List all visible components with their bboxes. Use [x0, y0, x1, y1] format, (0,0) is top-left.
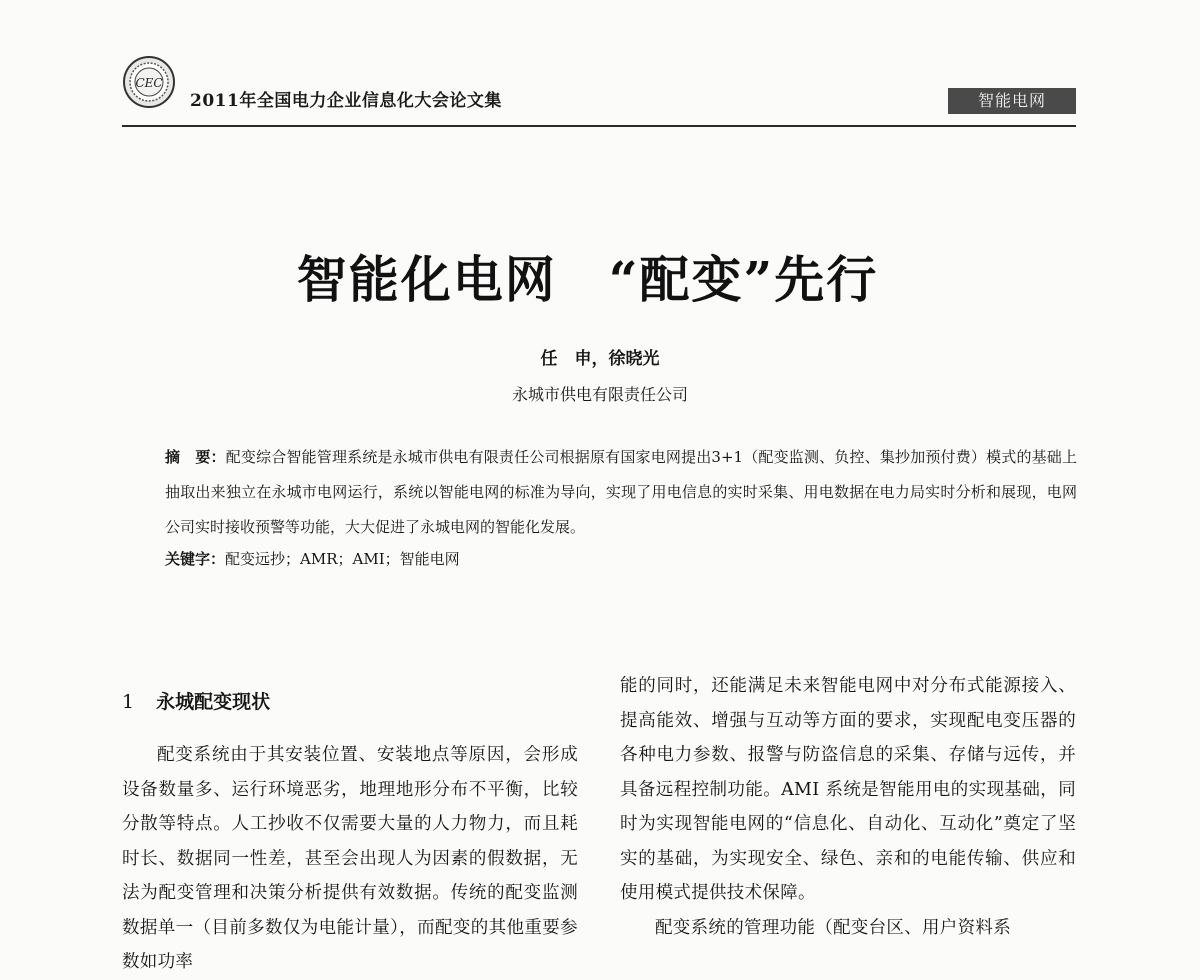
right-paragraph-2: 配变系统的管理功能（配变台区、用户资料系: [655, 917, 1011, 938]
keywords-label: 关键字：: [165, 550, 226, 568]
left-paragraph: 配变系统由于其安装位置、安装地点等原因，会形成设备数量多、运行环境恶劣，地理地形分布不平衡，比较分散等特点。人工抄收不仅需要大量的人力物力，而且耗时长、数据同一性差，甚至会出现人为因素的假数据，无法为配变管理和决策分析提供有效数据。传统的配变监测数据单一（目前多数仅为电能计量），而配变的其他重要参数如功率: [122, 745, 578, 972]
left-column: [122, 738, 578, 980]
journal-title: 2011年全国电力企业信息化大会论文集: [190, 91, 502, 111]
section-title: 永城配变现状: [156, 691, 271, 713]
paper-authors: 任 申，徐晓光: [540, 349, 660, 369]
section-heading: [122, 687, 270, 714]
abstract: [165, 440, 1077, 545]
section-number: 1: [122, 691, 135, 713]
right-column: [620, 669, 1076, 945]
abstract-label: 摘 要：: [165, 448, 226, 466]
header-rule: [122, 125, 1076, 127]
abstract-text: 配变综合智能管理系统是永城市供电有限责任公司根据原有国家电网提出3+1（配变监测、负控、集抄加预付费）模式的基础上抽取出来独立在永城市电网运行，系统以智能电网的标准为导向，实现了用电信息的实时采集、用电数据在电力局实时分析和展现，电网公司实时接收预警等功能，大大促进了永城电网的智能化发展。: [165, 448, 1077, 536]
svg-text:CEC: CEC: [135, 76, 163, 90]
section-tag: 智能电网: [948, 88, 1076, 114]
paper-title: 智能化电网 “配变”先行: [296, 250, 879, 309]
keywords: [165, 545, 1077, 573]
right-paragraph: 能的同时，还能满足未来智能电网中对分布式能源接入、提高能效、增强与互动等方面的要求，实现配电变压器的各种电力参数、报警与防盗信息的采集、存储与远传，并具备远程控制功能。AMI 系统是智能用电的实现基础，同时为实现智能电网的“信息化、自动化、互动化”奠定了坚实的基础，为实现安全、绿色、亲和的电能传输、供应和使用模式提供技术保障。: [620, 676, 1076, 903]
conference-logo-icon: [122, 55, 176, 109]
paper-affiliation: 永城市供电有限责任公司: [511, 385, 688, 404]
keywords-text: 配变远抄；AMR；AMI；智能电网: [225, 550, 460, 568]
